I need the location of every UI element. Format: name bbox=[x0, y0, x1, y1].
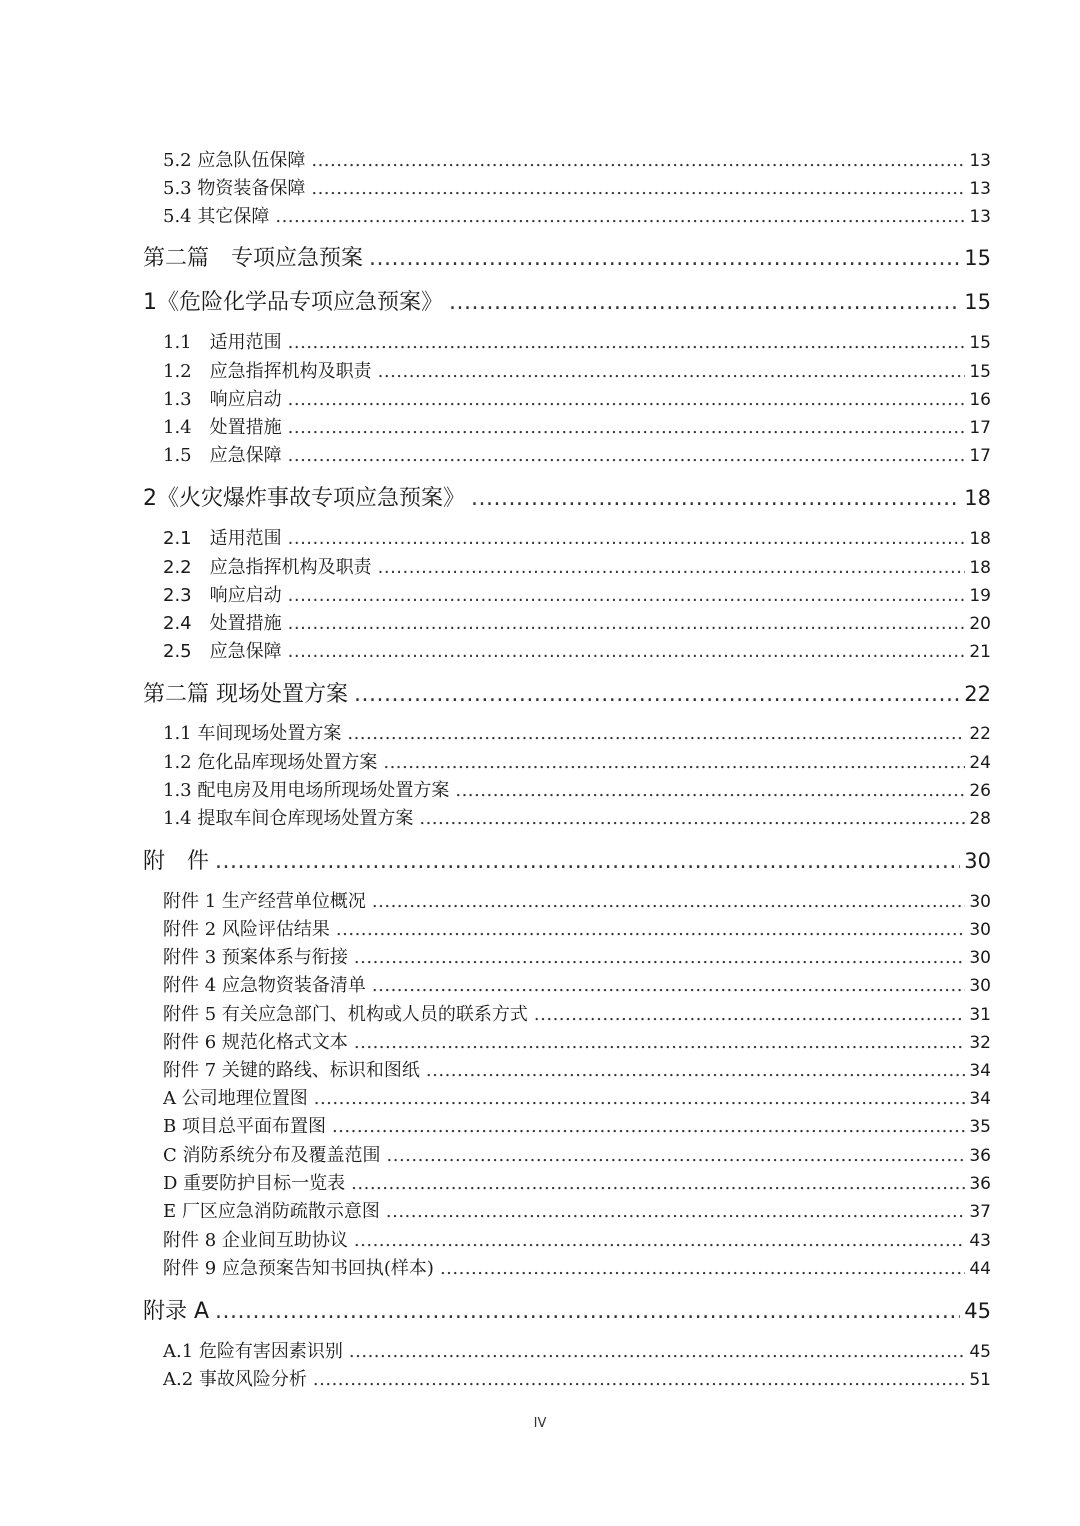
toc-entry-page-number: 15 bbox=[969, 362, 991, 382]
toc-entry-title: 1.2 应急指挥机构及职责 bbox=[163, 361, 372, 382]
toc-entry-title: 附件 7 关键的路线、标识和图纸 bbox=[163, 1060, 420, 1081]
toc-entry bbox=[163, 887, 991, 915]
page-number-footer: IV bbox=[533, 1416, 547, 1431]
toc-entry-title: B 项目总平面布置图 bbox=[163, 1116, 326, 1137]
toc-entry bbox=[163, 202, 991, 230]
dot-leader bbox=[351, 1173, 965, 1194]
toc-entry bbox=[163, 1337, 991, 1365]
toc-entry-page-number: 28 bbox=[969, 809, 991, 829]
toc-entry-page-number: 30 bbox=[969, 920, 991, 940]
toc-entry-title: 2.3 响应启动 bbox=[163, 585, 282, 606]
dot-leader bbox=[288, 417, 966, 438]
toc-heading-entry bbox=[143, 481, 991, 517]
toc-entry-title: 2.4 处置措施 bbox=[163, 613, 282, 634]
toc-entry-page-number: 36 bbox=[969, 1146, 991, 1166]
toc-entry-title: 附件 2 风险评估结果 bbox=[163, 919, 330, 940]
toc-entry-page-number: 19 bbox=[969, 586, 991, 606]
dot-leader bbox=[378, 361, 966, 382]
toc-entry-page-number: 24 bbox=[969, 753, 991, 773]
dot-leader bbox=[354, 1032, 965, 1053]
toc-entry bbox=[163, 943, 991, 971]
dot-leader bbox=[288, 641, 966, 662]
toc-entry-title: 1.2 危化品库现场处置方案 bbox=[163, 752, 378, 773]
toc-entry bbox=[163, 385, 991, 413]
toc-entry bbox=[163, 1169, 991, 1197]
toc-entry bbox=[163, 553, 991, 581]
dot-leader bbox=[534, 1004, 965, 1025]
toc-heading-entry bbox=[143, 844, 991, 880]
toc-entry-page-number: 32 bbox=[969, 1033, 991, 1053]
dot-leader bbox=[354, 682, 960, 707]
toc-entry-title: 附件 9 应急预案告知书回执(样本) bbox=[163, 1258, 434, 1279]
dot-leader bbox=[288, 585, 966, 606]
toc-entry-page-number: 17 bbox=[969, 446, 991, 466]
toc-entry-page-number: 22 bbox=[969, 724, 991, 744]
dot-leader bbox=[369, 246, 960, 271]
toc-entry-title: A 公司地理位置图 bbox=[163, 1088, 308, 1109]
toc-entry bbox=[163, 915, 991, 943]
toc-entry bbox=[163, 1084, 991, 1112]
toc-entry-title: 附 件 bbox=[143, 849, 210, 874]
toc-entry-title: 2.2 应急指挥机构及职责 bbox=[163, 557, 372, 578]
dot-leader bbox=[275, 206, 965, 227]
dot-leader bbox=[372, 975, 965, 996]
toc-entry bbox=[163, 524, 991, 552]
toc-entry bbox=[163, 328, 991, 356]
dot-leader bbox=[372, 891, 965, 912]
toc-entry-title: A.1 危险有害因素识别 bbox=[163, 1341, 343, 1362]
toc-entry-title: 1.4 提取车间仓库现场处置方案 bbox=[163, 808, 414, 829]
toc-entry-title: 2.5 应急保障 bbox=[163, 641, 282, 662]
dot-leader bbox=[347, 723, 965, 744]
toc-entry-page-number: 43 bbox=[969, 1231, 991, 1251]
toc-entry-page-number: 45 bbox=[969, 1342, 991, 1362]
toc-heading-entry bbox=[143, 677, 991, 713]
toc-entry bbox=[163, 804, 991, 832]
dot-leader bbox=[354, 947, 965, 968]
toc-entry-title: 第二篇 专项应急预案 bbox=[143, 246, 364, 271]
dot-leader bbox=[378, 557, 966, 578]
toc-entry-page-number: 26 bbox=[969, 781, 991, 801]
dot-leader bbox=[311, 150, 965, 171]
dot-leader bbox=[386, 1201, 965, 1222]
toc-entry-page-number: 45 bbox=[964, 1299, 991, 1323]
dot-leader bbox=[314, 1088, 966, 1109]
toc-entry-page-number: 13 bbox=[969, 151, 991, 171]
dot-leader bbox=[288, 389, 966, 410]
toc-entry-page-number: 17 bbox=[969, 418, 991, 438]
toc-entry bbox=[163, 1365, 991, 1393]
toc-entry bbox=[163, 719, 991, 747]
toc-entry-page-number: 51 bbox=[969, 1370, 991, 1390]
dot-leader bbox=[288, 332, 966, 353]
toc-entry-title: 附件 1 生产经营单位概况 bbox=[163, 891, 366, 912]
dot-leader bbox=[387, 1145, 966, 1166]
toc-entry-page-number: 13 bbox=[969, 179, 991, 199]
toc-entry bbox=[163, 174, 991, 202]
toc-entry bbox=[163, 441, 991, 469]
toc-entry bbox=[163, 581, 991, 609]
toc-entry-page-number: 34 bbox=[969, 1061, 991, 1081]
dot-leader bbox=[215, 849, 960, 874]
toc-entry bbox=[163, 609, 991, 637]
dot-leader bbox=[332, 1116, 965, 1137]
toc-entry-title: 2《火灾爆炸事故专项应急预案》 bbox=[143, 486, 465, 511]
toc-entry-title: 1《危险化学品专项应急预案》 bbox=[143, 290, 443, 315]
toc-entry-title: E 厂区应急消防疏散示意图 bbox=[163, 1201, 380, 1222]
toc-entry-title: A.2 事故风险分析 bbox=[163, 1369, 307, 1390]
toc-entry bbox=[163, 1056, 991, 1084]
toc-entry-page-number: 37 bbox=[969, 1202, 991, 1222]
toc-entry-title: 1.4 处置措施 bbox=[163, 417, 282, 438]
dot-leader bbox=[288, 613, 966, 634]
toc-entry-page-number: 30 bbox=[969, 948, 991, 968]
dot-leader bbox=[383, 752, 965, 773]
toc-entry-page-number: 20 bbox=[969, 614, 991, 634]
toc-entry-page-number: 15 bbox=[964, 246, 991, 270]
toc-entry bbox=[163, 1226, 991, 1254]
toc-entry-page-number: 35 bbox=[969, 1117, 991, 1137]
toc-entry-title: 附件 3 预案体系与衔接 bbox=[163, 947, 348, 968]
toc-entry-page-number: 18 bbox=[969, 529, 991, 549]
toc-entry-title: 附件 8 企业间互助协议 bbox=[163, 1230, 348, 1251]
toc-entry bbox=[163, 637, 991, 665]
toc-entry bbox=[163, 1254, 991, 1282]
toc-entry-title: 5.4 其它保障 bbox=[163, 206, 270, 227]
dot-leader bbox=[419, 808, 965, 829]
toc-entry-page-number: 36 bbox=[969, 1174, 991, 1194]
toc-entry bbox=[163, 1028, 991, 1056]
toc-entry-page-number: 15 bbox=[964, 290, 991, 314]
toc-entry-title: D 重要防护目标一览表 bbox=[163, 1173, 346, 1194]
toc-entry bbox=[163, 146, 991, 174]
toc-entry bbox=[163, 971, 991, 999]
toc-entry-page-number: 31 bbox=[969, 1005, 991, 1025]
toc-entry bbox=[163, 357, 991, 385]
toc-entry-title: C 消防系统分布及覆盖范围 bbox=[163, 1145, 381, 1166]
dot-leader bbox=[349, 1341, 965, 1362]
dot-leader bbox=[354, 1230, 965, 1251]
toc-entry-page-number: 30 bbox=[969, 976, 991, 996]
toc-entry-page-number: 18 bbox=[969, 558, 991, 578]
toc-entry-page-number: 30 bbox=[969, 892, 991, 912]
toc-heading-entry bbox=[143, 1294, 991, 1330]
toc-entry-title: 1.1 车间现场处置方案 bbox=[163, 723, 342, 744]
toc-entry-page-number: 15 bbox=[969, 333, 991, 353]
toc-entry-page-number: 22 bbox=[964, 682, 991, 706]
toc-entry-title: 1.5 应急保障 bbox=[163, 445, 282, 466]
dot-leader bbox=[288, 528, 966, 549]
dot-leader bbox=[449, 290, 960, 315]
dot-leader bbox=[215, 1299, 960, 1324]
toc-entry-title: 附录 A bbox=[143, 1299, 210, 1324]
toc-heading-entry bbox=[143, 241, 991, 277]
dot-leader bbox=[471, 486, 960, 511]
toc-entry-title: 1.1 适用范围 bbox=[163, 332, 282, 353]
toc-entry-title: 第二篇 现场处置方案 bbox=[143, 682, 348, 707]
dot-leader bbox=[455, 780, 965, 801]
toc-entry-page-number: 13 bbox=[969, 207, 991, 227]
toc-entry bbox=[163, 1112, 991, 1140]
toc-entry-title: 1.3 响应启动 bbox=[163, 389, 282, 410]
toc-entry bbox=[163, 776, 991, 804]
dot-leader bbox=[336, 919, 965, 940]
toc-entry-title: 1.3 配电房及用电场所现场处置方案 bbox=[163, 780, 450, 801]
dot-leader bbox=[440, 1258, 965, 1279]
toc-entry-page-number: 30 bbox=[964, 849, 991, 873]
toc-entry-page-number: 34 bbox=[969, 1089, 991, 1109]
dot-leader bbox=[426, 1060, 965, 1081]
toc-entry-page-number: 21 bbox=[969, 642, 991, 662]
toc-entry-page-number: 18 bbox=[964, 486, 991, 510]
toc-entry bbox=[163, 748, 991, 776]
toc-entry-page-number: 44 bbox=[969, 1259, 991, 1279]
toc-entry bbox=[163, 413, 991, 441]
dot-leader bbox=[288, 445, 966, 466]
dot-leader bbox=[311, 178, 965, 199]
toc-entry-title: 5.3 物资装备保障 bbox=[163, 178, 306, 199]
toc-entry bbox=[163, 1141, 991, 1169]
toc-entry-title: 附件 4 应急物资装备清单 bbox=[163, 975, 366, 996]
toc-entry-page-number: 16 bbox=[969, 390, 991, 410]
dot-leader bbox=[313, 1369, 965, 1390]
toc-entry-title: 附件 6 规范化格式文本 bbox=[163, 1032, 348, 1053]
toc-entry-title: 2.1 适用范围 bbox=[163, 528, 282, 549]
toc-entry-title: 5.2 应急队伍保障 bbox=[163, 150, 306, 171]
toc-entry bbox=[163, 1197, 991, 1225]
toc-heading-entry bbox=[143, 285, 991, 321]
toc-entry bbox=[163, 1000, 991, 1028]
toc-entry-title: 附件 5 有关应急部门、机构或人员的联系方式 bbox=[163, 1004, 528, 1025]
